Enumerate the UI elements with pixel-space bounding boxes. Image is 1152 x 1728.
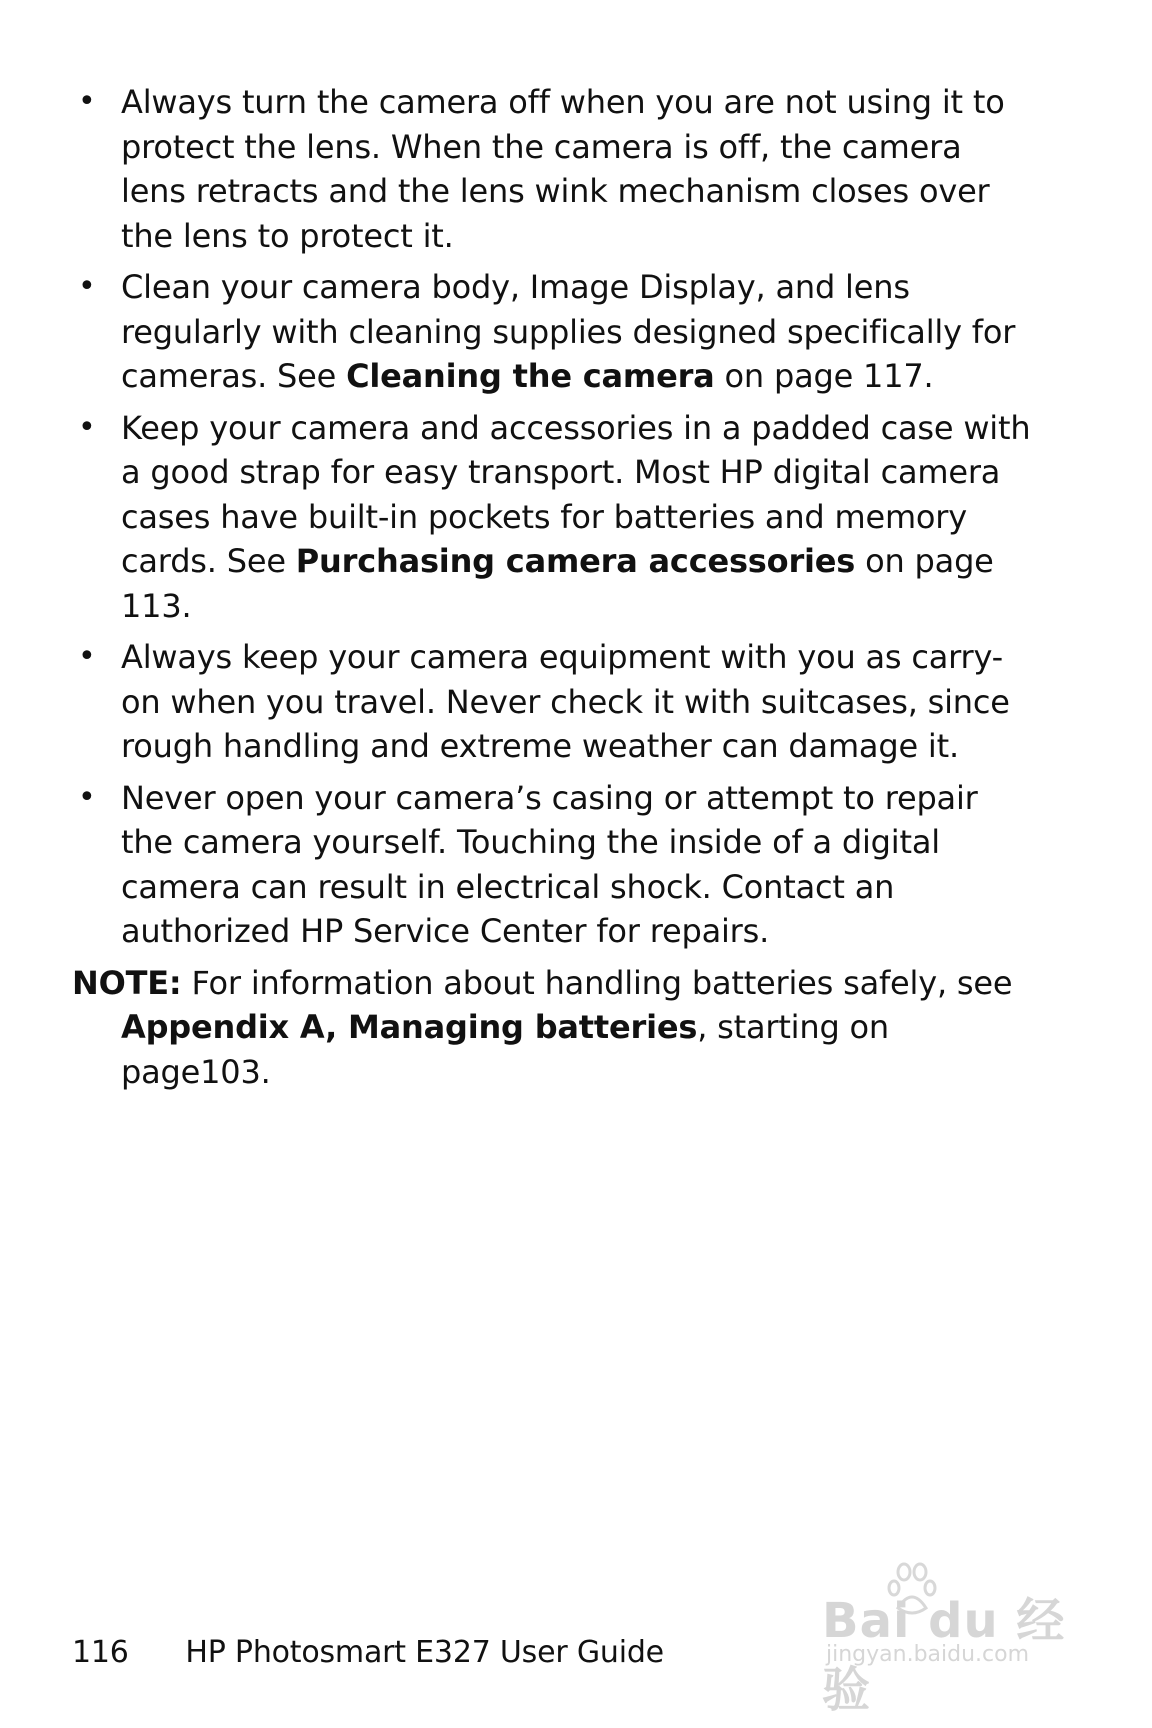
- bullet-icon: •: [78, 779, 96, 815]
- page-number: 116: [72, 1635, 129, 1670]
- note-label: NOTE:: [72, 963, 182, 1002]
- watermark-url: jingyan.baidu.com: [826, 1642, 1030, 1667]
- note-block: [72, 961, 1032, 1095]
- watermark-brand: Bai du 经验: [822, 1593, 1066, 1718]
- watermark: [818, 1560, 1088, 1718]
- bullet-text: Keep your camera and accessories in a padded case with a good strap for easy transport. Most HP digital camera cases have built-in pockets for batteries and memory cards. See Purchasing camera accessories on page 113.: [121, 408, 1031, 625]
- bullet-icon: •: [78, 269, 96, 304]
- bullet-list: [72, 80, 1032, 954]
- note-text-tail: , starting on page103.: [121, 1008, 889, 1091]
- note-line-2: [72, 1005, 1032, 1094]
- list-item: [72, 406, 1032, 629]
- cross-reference-link[interactable]: Purchasing camera accessories: [295, 542, 856, 580]
- cross-reference-link[interactable]: Cleaning the camera: [346, 357, 715, 395]
- list-item: [72, 80, 1032, 258]
- cross-reference-link[interactable]: Appendix A, Managing batteries: [121, 1008, 698, 1046]
- page-content: [72, 80, 1032, 1094]
- bullet-text: Never open your camera’s casing or attempt to repair the camera yourself. Touching the inside of a digital camera can result in electrical shock. Contact an authorized HP Service Center for repairs.: [121, 778, 978, 950]
- bullet-icon: •: [78, 84, 96, 119]
- bullet-text: Clean your camera body, Image Display, and lens regularly with cleaning supplies designed specifically for cameras. See Cleaning the camera on page 117.: [121, 268, 1016, 395]
- list-item: [72, 635, 1032, 769]
- page-footer: [72, 1635, 664, 1670]
- bullet-icon: •: [78, 409, 96, 445]
- note-line-1: [72, 961, 1032, 1006]
- bullet-text: Always keep your camera equipment with you as carry-on when you travel. Never check it with suitcases, since rough handling and extreme weather can damage it.: [121, 638, 1010, 765]
- list-item: [72, 265, 1032, 399]
- list-item: [72, 776, 1032, 954]
- bullet-icon: •: [78, 639, 96, 674]
- note-text: For information about handling batteries safely, see: [191, 963, 1013, 1002]
- bullet-text: Always turn the camera off when you are not using it to protect the lens. When the camera is off, the camera lens retracts and the lens wink mechanism closes over the lens to protect it.: [121, 83, 1005, 255]
- document-title: HP Photosmart E327 User Guide: [185, 1635, 664, 1670]
